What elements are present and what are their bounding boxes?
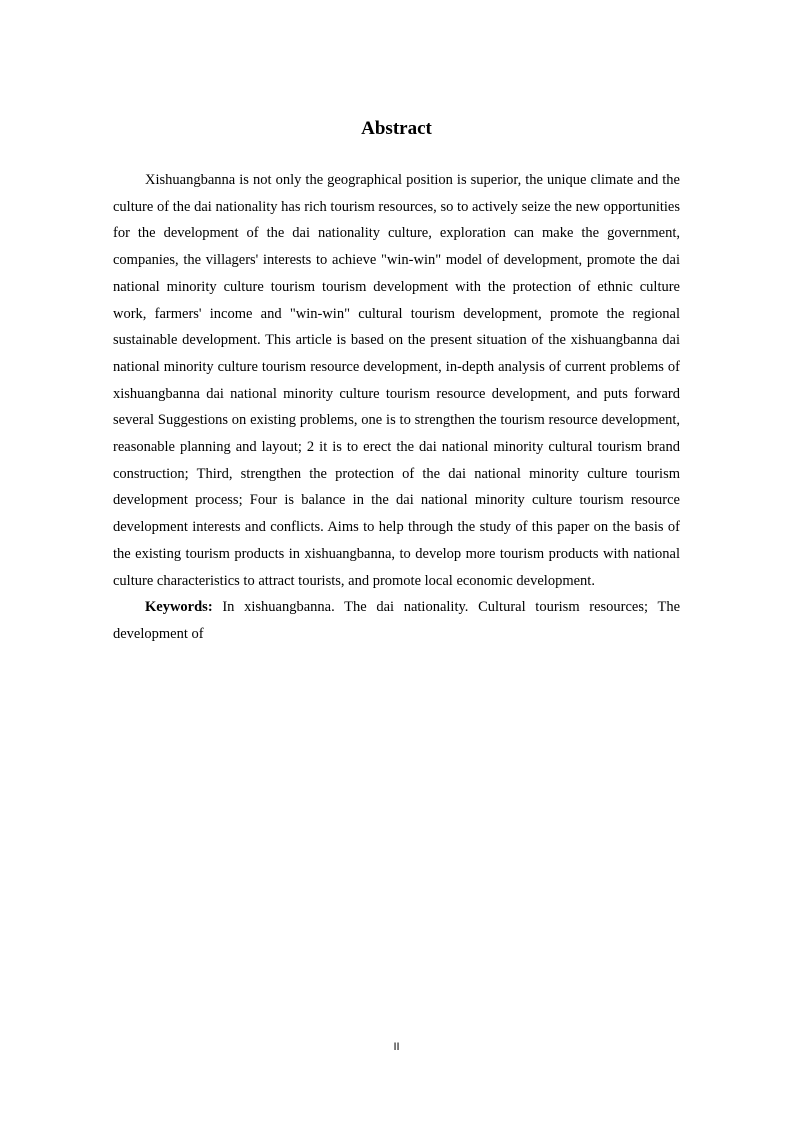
keywords-label: Keywords: xyxy=(145,599,213,616)
keywords-paragraph xyxy=(113,594,680,647)
abstract-paragraph: Xishuangbanna is not only the geographical position is superior, the unique climate and the culture of the dai nationality has rich tourism resources, so to actively seize the new opportunities for the development of the dai nationality culture, exploration can make the government, companies, the villagers' interests to achieve "win-win" model of development, promote the dai national minority culture tourism tourism development with the protection of ethnic culture work, farmers' income and "win-win" cultural tourism development, promote the regional sustainable development. This article is based on the present situation of the xishuangbanna dai national minority culture tourism resource development, in-depth analysis of current problems of xishuangbanna dai national minority culture tourism resource development, and puts forward several Suggestions on existing problems, one is to strengthen the tourism resource development, reasonable planning and layout; 2 it is to erect the dai national minority cultural tourism brand construction; Third, strengthen the protection of the dai national minority culture tourism development process; Four is balance in the dai national minority culture tourism resource development interests and conflicts. Aims to help through the study of this paper on the basis of the existing tourism products in xishuangbanna, to develop more tourism products with national culture characteristics to attract tourists, and promote local economic development. xyxy=(113,172,680,589)
abstract-body xyxy=(113,167,680,648)
abstract-title: Abstract xyxy=(361,118,432,139)
keywords-text: In xishuangbanna. The dai nationality. Cultural tourism resources; The development of xyxy=(113,599,680,642)
page-number: II xyxy=(393,1041,400,1053)
